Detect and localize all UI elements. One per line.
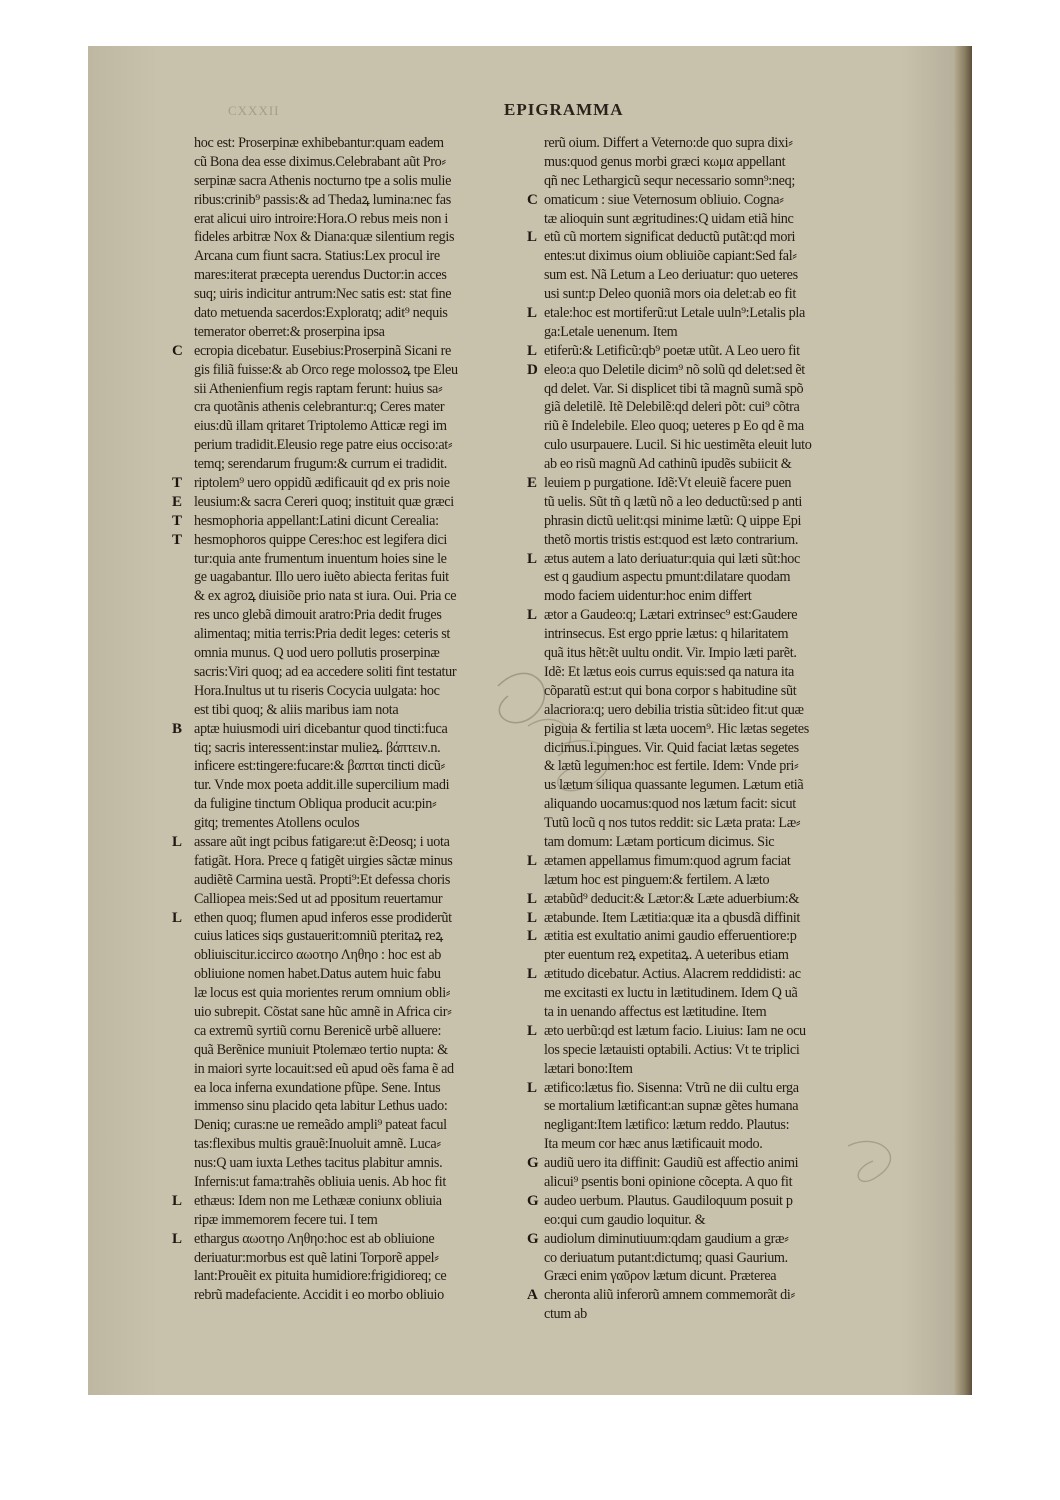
text-line	[538, 795, 953, 814]
marginal-initial: L	[172, 833, 182, 850]
line-text: eo:qui cum gaudio loquitur. &	[544, 1211, 706, 1228]
marginal-initial: L	[527, 550, 537, 567]
line-text: modo faciem uidentur:hoc enim differt	[544, 588, 752, 605]
text-line	[188, 436, 523, 455]
line-text: lætari bono:Item	[544, 1060, 633, 1077]
line-text: quã Berẽnice muniuit Ptolemæo tertio nupta: &	[194, 1041, 448, 1058]
line-text: ætifico:lætus fio. Sisenna: Vtrũ ne dii cultu erga	[544, 1079, 799, 1096]
text-line	[188, 550, 523, 569]
line-text: ethargus αωοτηο Ληθηο:hoc est ab obliuione	[194, 1230, 435, 1247]
line-text: nus:Q uam iuxta Lethes tacitus plabitur amnis.	[194, 1155, 443, 1172]
text-line	[538, 568, 953, 587]
line-text: uio subrepit. Cõstat sane hũc amnẽ in Africa cir⸗	[194, 1003, 452, 1020]
text-line	[188, 1097, 523, 1116]
line-text: entes:ut diximus oium obliuiõe capiant:Sed fal⸗	[544, 248, 797, 265]
text-line	[538, 1173, 953, 1192]
text-line	[188, 852, 523, 871]
text-line	[188, 210, 523, 229]
line-text: dato metuenda sacerdos:Exploratq; adit⁹ nequis	[194, 305, 448, 322]
line-text: dicimus.i.pingues. Vir. Quid faciat lætas segetes	[544, 739, 799, 756]
marginal-initial: E	[527, 475, 537, 492]
line-text: co deriuatum putant:dictumq; quasi Gaurium.	[544, 1249, 788, 1266]
marginal-initial: L	[172, 1230, 182, 1247]
text-line	[188, 682, 523, 701]
text-line	[538, 701, 953, 720]
line-text: thetõ mortis tristis est:quod est læto contrarium.	[544, 531, 799, 548]
line-text: culo usurpauere. Lucil. Si hic uestimẽta eleuit luto	[544, 437, 812, 454]
line-text: temerator oberret:& proserpina ipsa	[194, 323, 385, 340]
text-line	[538, 134, 953, 153]
line-text: eleo:a quo Deletile dicim⁹ nõ solũ qd delet:sed ẽt	[544, 361, 805, 378]
line-text: qd delet. Var. Si displicet tibi tã magnũ sumã spõ	[544, 380, 804, 397]
text-line	[172, 909, 523, 928]
line-text: gitq; trementes Atollens oculos	[194, 815, 360, 832]
line-text: ætus autem a lato deriuatur:quia qui læti sũt:hoc	[544, 550, 800, 567]
line-text: usi sunt:p Deleo quoniã mors oia delet:ab eo fit	[544, 286, 796, 303]
text-line	[188, 1249, 523, 1268]
line-text: ga:Letale uenenum. Item	[544, 323, 678, 340]
line-text: qñ nec Lethargicũ sequr necessario somn⁹:neq;	[544, 172, 795, 189]
line-text: ripæ immemorem fecere tui. I tem	[194, 1211, 378, 1228]
line-text: quã itus hẽt:ẽt uultu ondit. Vir. Impio læti parẽt.	[544, 645, 797, 662]
line-text: se mortalium lætificant:an supnæ gẽtes humana	[544, 1098, 799, 1115]
marginal-initial: L	[527, 1079, 537, 1096]
text-line	[538, 984, 953, 1003]
text-line	[188, 1060, 523, 1079]
text-line	[538, 946, 953, 965]
text-line	[538, 1097, 953, 1116]
text-line	[172, 720, 523, 739]
line-text: ætitia est exultatio animi gaudio efferuentiore:p	[544, 928, 797, 945]
line-text: aptæ huiusmodi uiri dicebantur quod tincti:fuca	[194, 720, 448, 737]
text-line	[527, 965, 953, 984]
line-text: rerũ oium. Differt a Veterno:de quo supra dixi⸗	[544, 135, 793, 151]
line-text: æto uerbũ:qd est lætum facio. Liuius: Iam ne ocu	[544, 1022, 806, 1039]
line-text: Arcana cum fiunt sacra. Statius:Lex procul ire	[194, 248, 440, 265]
line-text: los specie lætauisti optabili. Actius: Vt te triplici	[544, 1041, 800, 1058]
text-line	[538, 720, 953, 739]
text-line	[538, 1060, 953, 1079]
text-line	[527, 890, 953, 909]
text-line	[538, 247, 953, 266]
line-text: alicui⁹ psentis boni opinione cõcepta. A quo fit	[544, 1173, 793, 1190]
marginal-initial: A	[527, 1287, 538, 1304]
text-line	[538, 380, 953, 399]
text-line	[188, 361, 523, 380]
text-line	[188, 739, 523, 758]
marginal-initial: D	[527, 361, 538, 378]
text-line	[188, 1041, 523, 1060]
text-line	[188, 247, 523, 266]
text-line	[188, 1116, 523, 1135]
text-line	[188, 776, 523, 795]
line-text: eius:dũ illam qritaret Triptolemo Atticæ regi im	[194, 418, 447, 435]
text-line	[538, 625, 953, 644]
line-text: audiẽtẽ Carmina uestã. Propti⁹:Et defessa choris	[194, 871, 451, 888]
line-text: obliuiscitur.iccirco αωοτηο Ληθηο : hoc est ab	[194, 947, 442, 964]
line-text: Hora.Inultus ut tu riseris Cocycia uulgata: hoc	[194, 682, 440, 699]
line-text: Ita meum cor hæc anus lætificauit modo.	[544, 1136, 763, 1153]
line-text: etale:hoc est mortiferũ:ut Letale uuln⁹:Letalis pla	[544, 305, 805, 322]
line-text: ab eo risũ magnũ Ad cathinũ ipudẽs subiicit &	[544, 456, 792, 473]
left-column	[172, 134, 523, 1305]
line-text: Calliopea meis:Sed ut ad ppositum reuertamur	[194, 890, 443, 907]
text-line	[188, 1267, 523, 1286]
line-text: res unco glebã dimouit aratro:Pria dedit fruges	[194, 607, 442, 624]
line-text: ætamen appellamus fimum:quod agrum faciat	[544, 852, 791, 869]
page-edge	[954, 46, 972, 1395]
line-text: ca extremũ syrtiũ cornu Berenicẽ urbẽ alluere:	[194, 1022, 442, 1039]
text-line	[188, 757, 523, 776]
text-line	[538, 1135, 953, 1154]
line-text: inficere est:tingere:fucare:& βαπται tincti dicũ⸗	[194, 758, 445, 775]
marginal-initial: T	[172, 475, 182, 492]
text-line	[527, 191, 953, 210]
text-line	[188, 587, 523, 606]
text-line	[188, 984, 523, 1003]
text-line	[188, 153, 523, 172]
text-line	[538, 455, 953, 474]
text-line	[188, 814, 523, 833]
text-line	[188, 191, 523, 210]
text-line	[527, 228, 953, 247]
line-text: ecropia dicebatur. Eusebius:Proserpinã Sicani re	[194, 342, 452, 359]
line-text: tas:flexibus multis grauẽ:Inuoluit amnẽ. Luca⸗	[194, 1136, 441, 1153]
line-text: perium tradidit.Eleusio rege patre eius occiso:at⸗	[194, 437, 453, 454]
line-text: hoc est: Proserpinæ exhibebantur:quam eadem	[194, 135, 444, 151]
text-line	[538, 644, 953, 663]
line-text: rebrũ madefaciente. Accidit i eo morbo obliuio	[194, 1287, 444, 1304]
text-line	[172, 493, 523, 512]
line-text: tũ uelis. Sũt tñ q lætũ nõ a leo deductũ:sed p anti	[544, 493, 802, 510]
text-line	[188, 890, 523, 909]
line-text: omnia munus. Q uod uero pollutis proserpinæ	[194, 645, 440, 662]
line-text: læ locus est quia morientes rerum omnium obli⸗	[194, 985, 451, 1002]
text-line	[538, 1267, 953, 1286]
text-line	[527, 1022, 953, 1041]
text-line	[188, 1286, 523, 1305]
text-line	[188, 871, 523, 890]
line-text: & lætũ legumen:hoc est fertile. Idem: Vnde pri⸗	[544, 758, 799, 775]
text-line	[188, 1079, 523, 1098]
line-text: pter euentum reꝝ expetitaꝝ. A ueteribus etiam	[544, 947, 789, 964]
line-text: deriuatur:morbus est quẽ latini Torporẽ appel⸗	[194, 1249, 439, 1266]
text-line	[188, 1211, 523, 1230]
line-text: riũ ẽ Indelebile. Eleo quoq; ueteres p Eo qd ẽ ma	[544, 418, 804, 435]
line-text: giã deletilẽ. Itẽ Delebilẽ:qd deleri põt: cui⁹ cõtra	[544, 399, 800, 416]
line-text: audeo uerbum. Plautus. Gaudiloquum posuit p	[544, 1192, 793, 1209]
marginal-initial: L	[527, 342, 537, 359]
text-line	[538, 1305, 953, 1324]
marginal-initial: L	[527, 928, 537, 945]
line-text: temq; serendarum frugum:& currum ei tradidit.	[194, 456, 447, 473]
line-text: sacris:Viri quoq; ad ea accedere soliti fint testatur	[194, 663, 457, 680]
line-text: est tibi quoq; & aliis maribus iam nota	[194, 701, 399, 718]
text-line	[188, 701, 523, 720]
line-text: sii Athenienfium regis raptam ferunt: huius sa⸗	[194, 380, 443, 397]
text-line	[538, 1041, 953, 1060]
marginal-initial: C	[527, 191, 538, 208]
line-text: ethæus: Idem non me Lethææ coniunx obliuia	[194, 1192, 442, 1209]
line-text: omaticum : siue Veternosum obliuio. Cogna⸗	[544, 191, 784, 208]
line-text: erat alicui uiro introire:Hora.O rebus meis non i	[194, 210, 448, 227]
faint-folio-number: CXXXII	[228, 103, 280, 118]
marginal-initial: G	[527, 1230, 539, 1247]
line-text: in maiori syrte locauit:sed eũ apud oẽs fama ẽ ad	[194, 1060, 454, 1077]
marginal-initial: G	[527, 1155, 539, 1172]
text-line	[538, 493, 953, 512]
text-line	[188, 1135, 523, 1154]
text-line	[188, 172, 523, 191]
line-text: cũ Bona dea esse diximus.Celebrabant aũt Pro⸗	[194, 153, 446, 170]
marginal-initial: B	[172, 720, 182, 737]
text-line	[538, 210, 953, 229]
text-line	[538, 776, 953, 795]
text-line	[538, 323, 953, 342]
line-text: cõparatũ est:ut qui bona corpor s habitudine sũt	[544, 682, 797, 699]
line-text: piguia & fertilia st læta uocem⁹. Hic lætas segetes	[544, 720, 809, 737]
line-text: Infernis:ut fama:trahẽs obliuia uenis. Ab hoc fit	[194, 1173, 446, 1190]
text-line	[172, 833, 523, 852]
text-line	[538, 587, 953, 606]
line-text: tæ alioquin sunt ægritudines:Q uidam etiã hinc	[544, 210, 794, 227]
line-text: aliquando uocamus:quod nos lætum facit: sicut	[544, 796, 796, 813]
marginal-initial: E	[172, 493, 182, 510]
line-text: Deniq; curas:ne ue remeãdo ampli⁹ pateat facul	[194, 1117, 447, 1134]
text-line	[188, 606, 523, 625]
line-text: hesmophoria appellant:Latini dicunt Cerealia:	[194, 512, 439, 529]
text-line	[527, 852, 953, 871]
text-line	[188, 644, 523, 663]
text-line	[527, 1192, 953, 1211]
text-line	[188, 568, 523, 587]
text-line	[188, 1022, 523, 1041]
marginal-initial: L	[527, 966, 537, 983]
text-line	[538, 398, 953, 417]
text-line	[188, 134, 523, 153]
text-line	[188, 455, 523, 474]
text-line	[188, 266, 523, 285]
text-line	[188, 1003, 523, 1022]
marginal-initial: G	[527, 1192, 539, 1209]
text-line	[527, 1154, 953, 1173]
text-line	[188, 398, 523, 417]
text-line	[527, 909, 953, 928]
line-text: ætabunde. Item Lætitia:quæ ita a qbusdã diffinit	[544, 909, 801, 926]
text-line	[188, 795, 523, 814]
line-text: hesmophoros quippe Ceres:hoc est legifera dici	[194, 531, 447, 548]
text-line	[538, 266, 953, 285]
text-line	[188, 304, 523, 323]
text-line	[538, 871, 953, 890]
marginal-initial: L	[527, 909, 537, 926]
text-line	[188, 285, 523, 304]
text-line	[538, 1116, 953, 1135]
line-text: da fuligine tinctum Obliqua producit acu:pin⸗	[194, 796, 437, 813]
line-text: immenso sinu placido qeta labitur Lethus uado:	[194, 1098, 448, 1115]
text-line	[172, 512, 523, 531]
line-text: Tutũ locũ q nos tutos reddit: sic Læta prata: Læ⸗	[544, 815, 801, 832]
scanned-page	[88, 46, 972, 1395]
text-line	[188, 228, 523, 247]
text-line	[538, 682, 953, 701]
text-line	[188, 380, 523, 399]
line-text: alacriora:q; uero debilia tristia sũt:ideo fit:ut quæ	[544, 701, 804, 718]
marginal-initial: L	[172, 1192, 182, 1209]
line-text: sum est. Nã Letum a Leo deriuatur: quo ueteres	[544, 267, 798, 284]
text-line	[527, 361, 953, 380]
line-text: ætitudo dicebatur. Actius. Alacrem reddidisti: ac	[544, 966, 801, 983]
line-text: & ex agroꝝ diuisiõe prio nata st iura. Oui. Pria ce	[194, 588, 457, 605]
line-text: ge uagabantur. Illo uero iuẽto abiecta feritas fuit	[194, 569, 449, 586]
running-head: EPIGRAMMA	[504, 100, 624, 119]
text-line	[538, 739, 953, 758]
line-text: ætor a Gaudeo:q; Lætari extrinsec⁹ est:Gaudere	[544, 607, 798, 624]
line-text: fideles arbitræ Nox & Diana:quæ silentium regis	[194, 229, 455, 246]
line-text: tur:quia ante frumentum inuentum hoies sine le	[194, 550, 447, 567]
line-text: mares:iterat præcepta uerendus Ductor:in acces	[194, 267, 447, 284]
text-line	[538, 1249, 953, 1268]
line-text: lant:Prouẽit ex pituita humidiore:frigidioreq; ce	[194, 1268, 447, 1285]
line-text: leusium:& sacra Cereri quoq; instituit quæ græci	[194, 493, 454, 510]
line-text: Idẽ: Et lætus eois currus equis:sed qa natura ita	[544, 663, 794, 680]
text-line	[538, 814, 953, 833]
line-text: Græci enim γαῦρον lætum dicunt. Præterea	[544, 1268, 777, 1285]
line-text: us lætum siliqua quassante legumen. Lætum etiã	[544, 777, 804, 794]
line-text: intrinsecus. Est ergo pprie lætus: q hilaritatem	[544, 626, 789, 643]
text-line	[188, 1154, 523, 1173]
text-line	[538, 833, 953, 852]
text-line	[538, 1211, 953, 1230]
line-text: cheronta aliũ inferorũ amnem commemorãt di⸗	[544, 1287, 795, 1304]
line-text: negligant:Item lætifico: lætum reddo. Plautus:	[544, 1117, 790, 1134]
line-text: ctum ab	[544, 1306, 587, 1323]
line-text: me excitasti ex luctu in lætitudinem. Idem Q uã	[544, 985, 798, 1002]
line-text: ea loca inferna exundatione pfũpe. Sene. Intus	[194, 1079, 441, 1096]
line-text: mus:quod genus morbi græci κωμα appellant	[544, 153, 786, 170]
text-line	[538, 1003, 953, 1022]
marginal-initial: T	[172, 531, 182, 548]
text-line	[188, 663, 523, 682]
line-text: audiũ uero ita diffinit: Gaudiũ est affectio animi	[544, 1155, 799, 1172]
text-line	[527, 550, 953, 569]
line-text: audiolum diminutiuum:qdam gaudium a græ⸗	[544, 1230, 789, 1247]
line-text: serpinæ sacra Athenis nocturno tpe a solis mulie	[194, 172, 452, 189]
line-text: etũ cũ mortem significat deductũ putãt:qd mori	[544, 229, 796, 246]
line-text: ta in uenando affectus est lætitudine. Item	[544, 1003, 767, 1020]
line-text: tam domum: Lætam porticum dicimus. Sic	[544, 833, 775, 850]
text-line	[538, 153, 953, 172]
text-line	[188, 927, 523, 946]
marginal-initial: L	[527, 305, 537, 322]
text-line	[538, 512, 953, 531]
marginal-initial: L	[527, 852, 537, 869]
line-text: ethen quoq; flumen apud inferos esse prodiderũt	[194, 909, 452, 926]
right-column	[527, 134, 953, 1324]
line-text: alimentaq; mitia terris:Pria dedit leges: ceteris st	[194, 626, 451, 643]
text-line	[527, 1286, 953, 1305]
line-text: etiferũ:& Letificũ:qb⁹ poetæ utũt. A Leo uero fit	[544, 342, 800, 359]
text-line	[527, 342, 953, 361]
line-text: leuiem p purgatione. Idẽ:Vt eleuiẽ facere puen	[544, 475, 792, 492]
line-text: fatigãt. Hora. Prece q fatigẽt uirgies sãctæ minus	[194, 852, 453, 869]
marginal-initial: L	[527, 890, 537, 907]
text-line	[188, 1173, 523, 1192]
text-line	[188, 417, 523, 436]
marginal-initial: C	[172, 342, 183, 359]
line-text: est q gaudium aspectu pmunt:dilatare quodam	[544, 569, 791, 586]
text-line	[538, 172, 953, 191]
marginal-initial: L	[527, 607, 537, 624]
text-line	[527, 474, 953, 493]
text-line	[538, 417, 953, 436]
text-line	[527, 927, 953, 946]
line-text: phrasin dictũ uelit:qsi minime lætũ: Q uippe Epi	[544, 512, 802, 529]
line-text: ribus:crinib⁹ passis:& ad Thedaꝝ lumina:nec fas	[194, 191, 451, 208]
text-line	[538, 663, 953, 682]
text-line	[172, 1192, 523, 1211]
text-line	[527, 1230, 953, 1249]
text-line	[188, 625, 523, 644]
text-line	[527, 1079, 953, 1098]
line-text: riptolem⁹ uero oppidũ ædificauit qd ex pris noie	[194, 475, 450, 492]
text-line	[538, 436, 953, 455]
text-line	[527, 606, 953, 625]
text-line	[538, 531, 953, 550]
text-line	[188, 965, 523, 984]
text-line	[188, 323, 523, 342]
line-text: suq; uiris indicitur antrum:Nec satis est: stat fine	[194, 286, 452, 303]
text-line	[172, 1230, 523, 1249]
text-line	[527, 304, 953, 323]
text-line	[538, 757, 953, 776]
text-line	[172, 531, 523, 550]
marginal-initial: T	[172, 512, 182, 529]
text-line	[538, 285, 953, 304]
line-text: obliuione nomen habet.Datus autem huic fabu	[194, 966, 441, 983]
line-text: cra quotãnis athenis celebrantur:q; Ceres mater	[194, 399, 445, 416]
line-text: assare aũt ingt pcibus fatigare:ut ẽ:Deosq; i uota	[194, 833, 450, 850]
line-text: cuius latices siqs gustauerit:omniũ pteritaꝝ reꝝ	[194, 928, 444, 945]
text-line	[172, 342, 523, 361]
line-text: tiq; sacris interessent:instar mulieꝝ. βάπτειν.n.	[194, 739, 441, 756]
line-text: lætum hoc est pinguem:& fertilem. A læto	[544, 871, 770, 888]
marginal-initial: L	[527, 1022, 537, 1039]
text-line	[172, 474, 523, 493]
marginal-initial: L	[527, 229, 537, 246]
line-text: tur. Vnde mox poeta addit.ille supercilium madi	[194, 777, 450, 794]
line-text: gis filiã fuisse:& ab Orco rege molossoꝝ tpe Eleu	[194, 361, 458, 378]
line-text: ætabũd⁹ deducit:& Lætor:& Læte aduerbium:&	[544, 890, 800, 907]
marginal-initial: L	[172, 909, 182, 926]
text-line	[188, 946, 523, 965]
